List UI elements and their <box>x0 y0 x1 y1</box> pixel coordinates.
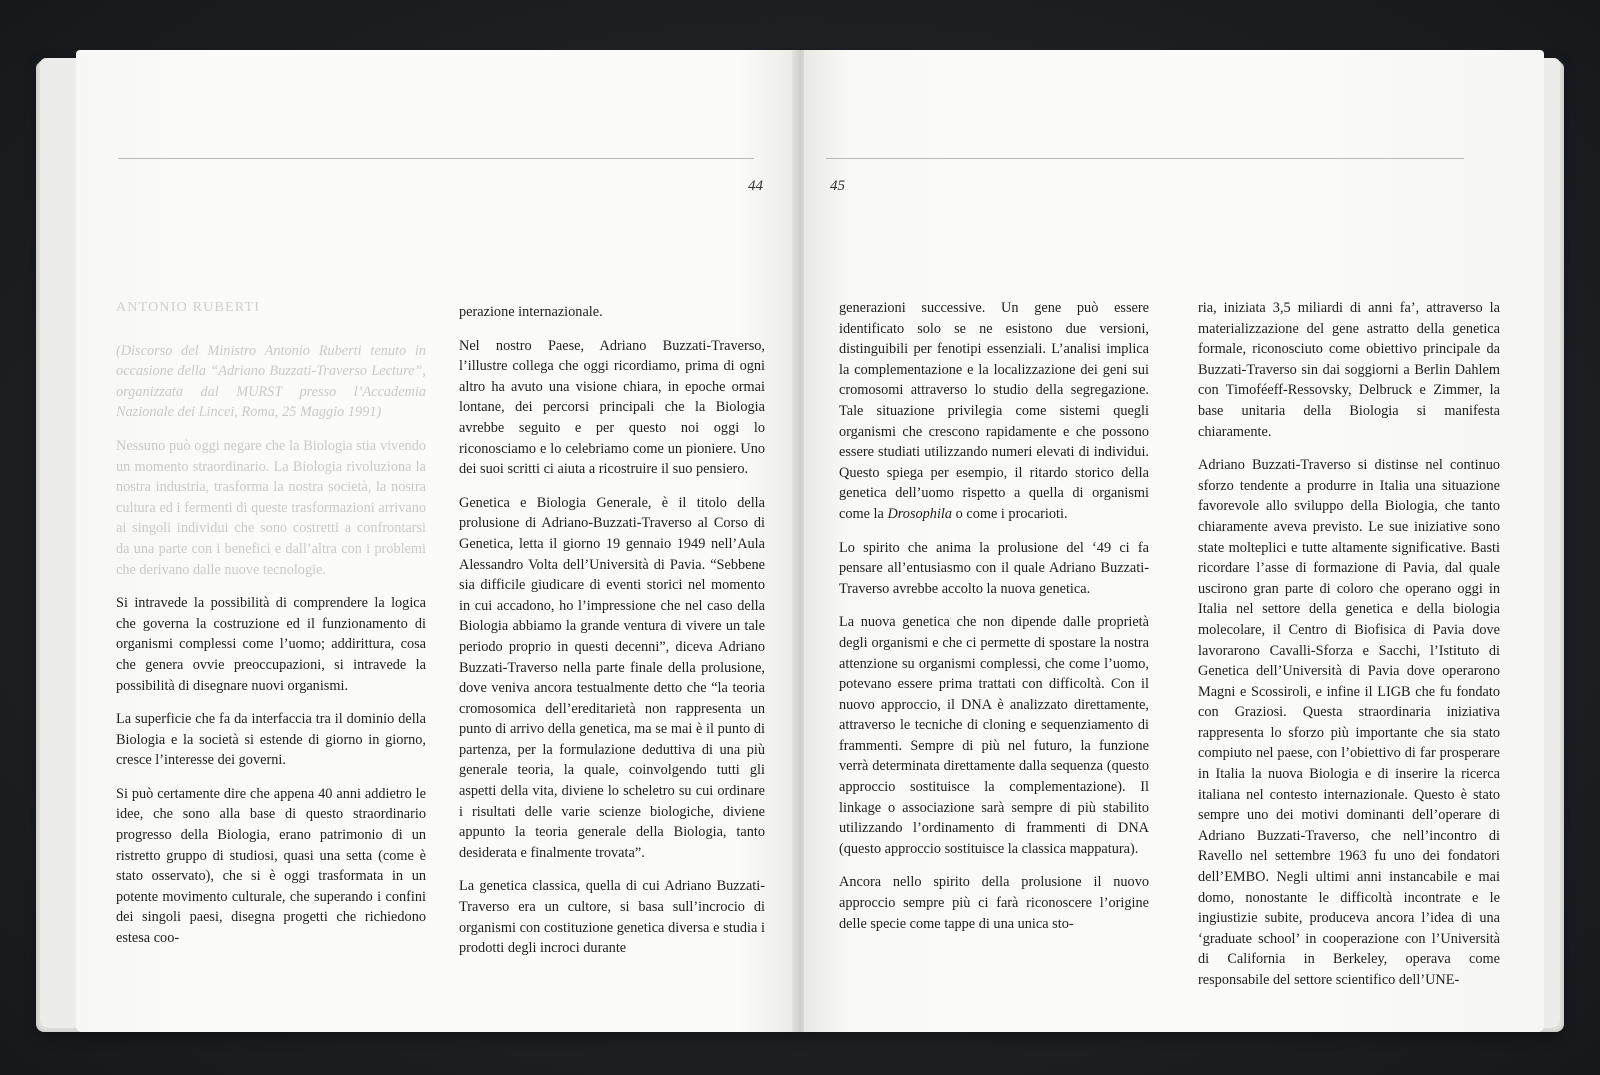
paragraph: Nessuno può oggi negare che la Biologia stia vivendo un momento straordinario. La Biologia rivoluziona la nostra industria, trasforma la nostra società, la nostra cultura ed i fermenti di queste trasformazioni arrivano ai singoli individui che sono costretti a confrontarsi da una parte con i benefici e dall’altra con i problemi che derivano dalle nuove tecnologie. <box>116 437 426 578</box>
paragraph: Lo spirito che anima la prolusione del ‘49 ci fa pensare all’entusiasmo con il quale Adriano Buzzati- Traverso avrebbe accolto la nuova genetica. <box>839 539 1149 597</box>
right-page <box>804 50 1544 1032</box>
paragraph: La superficie che fa da interfaccia tra il dominio della Biologia e la società si estende di giorno in giorno, cresce l’interesse dei governi. <box>116 711 426 769</box>
paragraph: Ancora nello spirito della prolusione il nuovo approccio sempre più ci farà riconoscere l’origine delle specie come tappe di una unica sto- <box>839 874 1149 932</box>
left-column-1 <box>116 298 426 962</box>
paragraph: Si può certamente dire che appena 40 anni addietro le idee, che sono alla base di questo straordinario progresso della Biologia, erano patrimonio di un ristretto gruppo di studiosi, quasi una setta (come è stato osservato), che si è oggi trasformata in un potente movimento culturale, che superando i confini dei singoli paesi, disegna progetti che richiedono estesa coo- <box>116 785 426 947</box>
page-number-right: 45 <box>830 178 845 194</box>
paragraph: Adriano Buzzati-Traverso si distinse nel continuo sforzo tendente a produrre in Italia una situazione favorevole allo sviluppo della Biologia, che tanto chiaramente aveva previsto. Le sue iniziative sono state molteplici e tutte altamente significative. Basti ricordare l’asse di formazione di Pavia, dal quale uscirono gran parte di coloro che operano oggi in Italia nel settore della genetica e della biologia molecolare, il Centro di Biofisica di Pavia dove lavorarono Cavalli-Sforza e Sacchi, l’Istituto di Genetica dell’Università di Pavia dove operarono Magni e Scossiroli, e infine il LIGB che fu fondato con Graziosi. Questa straordinaria iniziativa rappresenta lo sforzo più importante che sia stato compiuto nel paese, con l’obiettivo di far prosperare in Italia la nuova Biologia e di inserire la ricerca italiana nel contesto internazionale. Questo è stato sempre uno dei motivi dominanti dell’operare di Adriano Buzzati-Traverso, che nell’incontro di Ravello nel settembre 1963 fu uno dei fondatori dell’EMBO. Negli ultimi anni instancabile e mai domo, nonostante le difficoltà incontrate e le ingiustizie subite, produceva ancora l’idea di una ‘graduate school’ in cooperazione con l’Università di California in Berkeley, operava come responsabile del settore scientifico dell’UNE- <box>1198 457 1500 988</box>
speech-caption: (Discorso del Ministro Antonio Ruberti tenuto in occasione della “Adriano Buzzati-Traverso Lecture”, organizzata dal MURST presso l’Accademia Nazionale dei Lincei, Roma, 25 Maggio 1991) <box>116 342 426 421</box>
page-number-left: 44 <box>748 178 763 194</box>
author-name: ANTONIO RUBERTI <box>116 300 261 315</box>
left-page <box>76 50 796 1032</box>
paragraph: La genetica classica, quella di cui Adriano Buzzati-Traverso era un cultore, si basa sull’incrocio di organismi con costituzione genetica diversa e studia i prodotti degli incroci durante <box>459 878 765 957</box>
right-column-1 <box>839 298 1149 947</box>
paragraph: Nel nostro Paese, Adriano Buzzati-Traverso, l’illustre collega che oggi ricordiamo, prima di ogni altro ha avuto una visione chiara, in epoche ormai lontane, dei percorsi principali che la Biologia avrebbe seguito e per questo noi oggi lo riconosciamo e lo celebriamo come un pioniere. Uno dei suoi scritti ci aiuta a ricostruire il suo pensiero. <box>459 337 765 478</box>
header-rule-right <box>826 158 1464 159</box>
paragraph: La nuova genetica che non dipende dalle proprietà degli organismi e che ci permette di spostare la nostra attenzione su organismi complessi, che come l’uomo, potevano essere prima trattati con difficoltà. Con il nuovo approccio, il DNA è analizzato direttamente, attraverso le tecniche di cloning e sequenziamento di frammenti. Sempre di più nel futuro, la funzione verrà determinata direttamente dalla sequenza (questo approccio sostituisce la complementazione). Il linkage o associazione sarà sempre di più stabilito utilizzando l’ordinamento di frammenti di DNA (questo approccio sostituisce la classica mappatura). <box>839 614 1149 857</box>
paragraph: Genetica e Biologia Generale, è il titolo della prolusione di Adriano-Buzzati-Traverso al Corso di Genetica, letta il giorno 19 gennaio 1949 nell’Aula Alessandro Volta dell’Università di Pavia. “Sebbene sia difficile giudicare di eventi storici nel momento in cui accadono, ho l’impressione che nel caso della Biologia abbiamo la grande ventura di vivere un tale periodo proprio in questi decenni”, diceva Adriano Buzzati-Traverso nella parte finale della prolusione, dove veniva ancora testualmente detto che “la teoria cromosomica dell’ereditarietà non rappresenta un punto di arrivo della genetica, ma se mai è il punto di partenza, per la formulazione deduttiva di una più generale teoria, la quale, coinvolgendo tutti gli aspetti della vita, diviene lo scheletro su cui ordinare i risultati delle varie scienze biologiche, diviene appunto la teoria generale della Biologia, tanto desiderata e finalmente trovata”. <box>459 494 765 861</box>
species-name: Drosophila <box>887 505 953 522</box>
right-column-2 <box>1198 298 1500 1004</box>
paragraph: generazioni successive. Un gene può essere identificato solo se ne esistono due versioni, distinguibili per fenotipi essenziali. L’analisi implica la complementazione e la localizzazione dei geni sui cromosomi attraverso lo studio della segregazione. Tale situazione privilegia come sistemi quegli organismi che crescono rapidamente e che possono essere studiati utilizzando numeri elevati di individui. Questo spiega per esempio, il ritardo storico della genetica dell’uomo rispetto a quella di organismi come la Drosophila o come i procarioti. <box>839 300 1149 522</box>
open-book <box>40 44 1560 1034</box>
paragraph: ria, iniziata 3,5 miliardi di anni fa’, attraverso la materializzazione del gene astratto della genetica formale, riconosciuto come obiettivo principale da Buzzati-Traverso sin dai soggiorni a Berlin Dahlem con Timoféeff-Ressovsky, Delbruck e Zimmer, la base unitaria della Biologia si manifesta chiaramente. <box>1198 300 1500 440</box>
paragraph: perazione internazionale. <box>459 304 603 320</box>
left-column-2 <box>459 302 765 972</box>
paragraph: Si intravede la possibilità di comprendere la logica che governa la costruzione ed il funzionamento di organismi complessi come l’uomo; addirittura, cosa che genera ovvie preoccupazioni, si intravede la possibilità di disegnare nuovi organismi. <box>116 595 426 694</box>
header-rule-left <box>118 158 754 159</box>
